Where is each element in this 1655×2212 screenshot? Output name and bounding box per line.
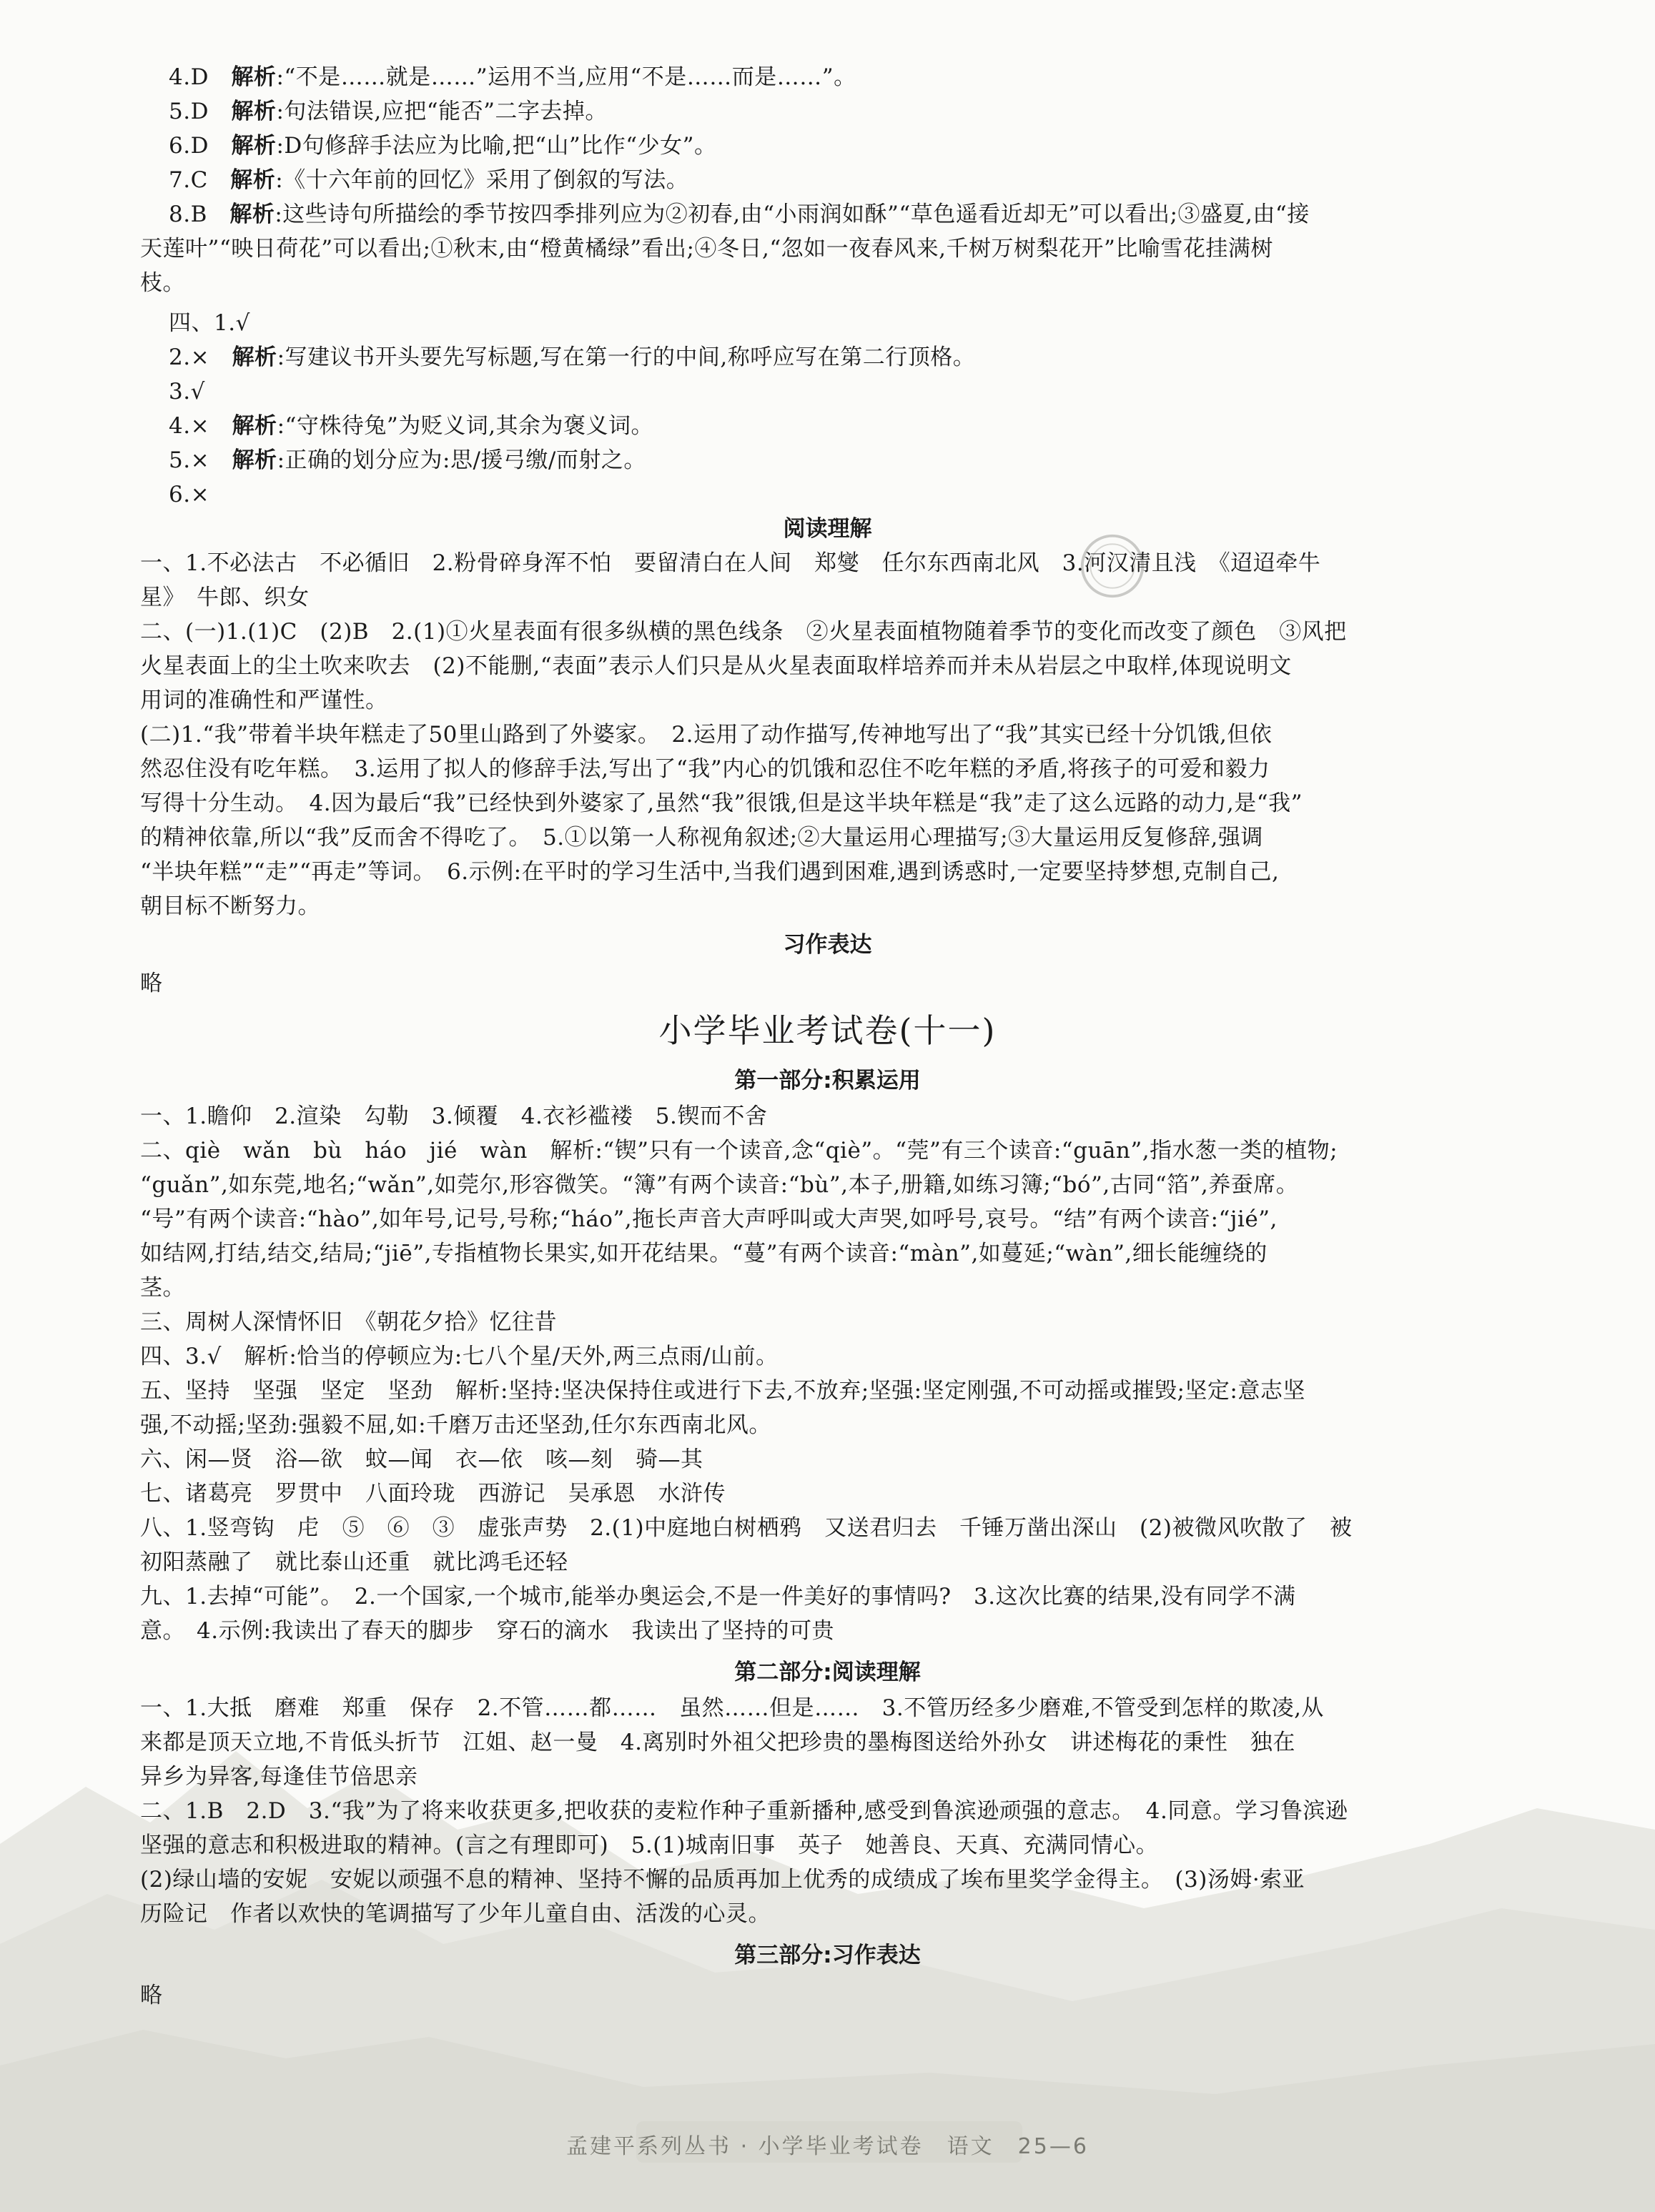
answer-line bbox=[169, 445, 1556, 476]
item-number: 4.D bbox=[169, 64, 232, 90]
answer-line: 如结网,打结,结交,结局;“jiē”,专指植物长果实,如开花结果。“蔓”有两个读音:“màn”,如蔓延;“wàn”,细长能缠绕的 bbox=[140, 1241, 1268, 1266]
analysis-keyword: 解析 bbox=[230, 167, 276, 193]
answer-line bbox=[169, 376, 1556, 407]
answer-line bbox=[169, 199, 1556, 230]
answer-line: 异乡为异客,每逢佳节倍思亲 bbox=[140, 1764, 418, 1790]
analysis-keyword: 解析 bbox=[231, 64, 277, 90]
answer-text: :D句修辞手法应为比喻,把“山”比作“少女”。 bbox=[276, 133, 717, 159]
answer-line: “半块年糕”“走”“再走”等词。 6.示例:在平时的学习生活中,当我们遇到困难,遇到诱惑时,一定要坚持梦想,克制自己, bbox=[140, 859, 1280, 885]
omit-note-1: 略 bbox=[140, 971, 163, 996]
answer-line: 的精神依靠,所以“我”反而舍不得吃了。 5.①以第一人称视角叙述;②大量运用心理描写;③大量运用反复修辞,强调 bbox=[140, 825, 1263, 850]
answer-line: 二、(一)1.(1)C (2)B 2.(1)①火星表面有很多纵横的黑色线条 ②火星表面植物随着季节的变化而改变了颜色 ③风把 bbox=[140, 619, 1347, 645]
analysis-keyword: 解析 bbox=[229, 202, 275, 227]
item-number: 8.B bbox=[169, 202, 230, 227]
analysis-keyword: 解析 bbox=[231, 133, 277, 159]
answer-line: 坚强的意志和积极进取的精神。(言之有理即可) 5.(1)城南旧事 英子 她善良、天真、充满同情心。 bbox=[140, 1832, 1159, 1858]
item-number: 7.C bbox=[169, 167, 231, 193]
answer-line: “号”有两个读音:“hào”,如年号,记号,号称;“háo”,拖长声音大声呼叫或大声哭,如呼号,哀号。“结”有两个读音:“jié”, bbox=[140, 1206, 1278, 1232]
item-number: 3.√ bbox=[169, 379, 205, 405]
answer-line: 星》 牛郎、织女 bbox=[140, 585, 310, 610]
answer-text: :写建议书开头要先写标题,写在第一行的中间,称呼应写在第二行顶格。 bbox=[277, 344, 976, 370]
answer-line: 二、qiè wǎn bù háo jié wàn 解析:“锲”只有一个读音,念“qiè”。“莞”有三个读音:“guān”,指水葱一类的植物; bbox=[140, 1138, 1338, 1164]
item-number: 4.× bbox=[169, 413, 232, 439]
item-number: 6.D bbox=[169, 133, 232, 159]
answer-line bbox=[169, 307, 1556, 339]
answer-line bbox=[169, 130, 1556, 162]
answer-line bbox=[169, 164, 1556, 196]
item-number: 四、1.√ bbox=[169, 310, 250, 336]
answer-text: :《十六年前的回忆》采用了倒叙的写法。 bbox=[275, 167, 689, 193]
answer-text: :句法错误,应把“能否”二字去掉。 bbox=[276, 99, 608, 124]
answer-line: 五、坚持 坚强 坚定 坚劲 解析:坚持:坚决保持住或进行下去,不放弃;坚强:坚定刚强,不可动摇或摧毁;坚定:意志坚 bbox=[140, 1378, 1305, 1404]
answer-line bbox=[169, 410, 1556, 442]
answer-line bbox=[140, 267, 1527, 299]
item-number: 2.× bbox=[169, 344, 232, 370]
answer-line: (二)1.“我”带着半块年糕走了50里山路到了外婆家。 2.运用了动作描写,传神地写出了“我”其实已经十分饥饿,但依 bbox=[140, 722, 1273, 748]
heading-writing: 习作表达 bbox=[783, 932, 872, 958]
answer-line bbox=[169, 479, 1556, 510]
answer-line bbox=[169, 342, 1556, 373]
answer-line: 来都是顶天立地,不肯低头折节 江姐、赵一曼 4.离别时外祖父把珍贵的墨梅图送给外孙女 讲述梅花的秉性 独在 bbox=[140, 1730, 1295, 1755]
heading-part2: 第二部分:阅读理解 bbox=[734, 1660, 921, 1685]
answer-line: 九、1.去掉“可能”。 2.一个国家,一个城市,能举办奥运会,不是一件美好的事情吗? 3.这次比赛的结果,没有同学不满 bbox=[140, 1584, 1296, 1610]
answer-line: 火星表面上的尘土吹来吹去 (2)不能删,“表面”表示人们只是从火星表面取样培养而并未从岩层之中取样,体现说明文 bbox=[140, 653, 1292, 679]
exam-title: 小学毕业考试卷(十一) bbox=[658, 1011, 997, 1050]
heading-part1: 第一部分:积累运用 bbox=[734, 1068, 921, 1093]
answer-line: 七、诸葛亮 罗贯中 八面玲珑 西游记 吴承恩 水浒传 bbox=[140, 1481, 726, 1507]
answer-line: 历险记 作者以欢快的笔调描写了少年儿童自由、活泼的心灵。 bbox=[140, 1901, 771, 1927]
answer-line: 初阳蒸融了 就比泰山还重 就比鸿毛还轻 bbox=[140, 1549, 568, 1575]
answer-line: 然忍住没有吃年糕。 3.运用了拟人的修辞手法,写出了“我”内心的饥饿和忍住不吃年糕的矛盾,将孩子的可爱和毅力 bbox=[140, 756, 1270, 782]
item-number: 5.× bbox=[169, 447, 232, 473]
answer-line: 写得十分生动。 4.因为最后“我”已经快到外婆家了,虽然“我”很饿,但是这半块年糕是“我”走了这么远路的动力,是“我” bbox=[140, 790, 1303, 816]
analysis-keyword: 解析 bbox=[231, 99, 277, 124]
heading-reading: 阅读理解 bbox=[783, 516, 872, 542]
answer-line: 朝目标不断努力。 bbox=[140, 893, 320, 919]
answer-line: 强,不动摇;坚劲:强毅不屈,如:千磨万击还坚劲,任尔东西南北风。 bbox=[140, 1412, 771, 1438]
answer-text: 天莲叶”“映日荷花”可以看出;①秋末,由“橙黄橘绿”看出;④冬日,“忽如一夜春风来,千树万树梨花开”比喻雪花挂满树 bbox=[140, 236, 1273, 262]
answer-line: 四、3.√ 解析:恰当的停顿应为:七八个星/天外,两三点雨/山前。 bbox=[140, 1344, 779, 1369]
answer-line bbox=[169, 61, 1556, 93]
footer-text: 孟建平系列丛书 · 小学毕业考试卷 语文 25—6 bbox=[566, 2134, 1089, 2159]
answer-line: 一、1.瞻仰 2.渲染 勾勒 3.倾覆 4.衣衫褴褛 5.锲而不舍 bbox=[140, 1103, 768, 1129]
answer-text: :“不是……就是……”运用不当,应用“不是……而是……”。 bbox=[276, 64, 856, 90]
answer-text: 枝。 bbox=[140, 270, 185, 296]
answer-line bbox=[140, 233, 1527, 264]
analysis-keyword: 解析 bbox=[232, 413, 277, 439]
answer-text: :正确的划分应为:思/援弓缴/而射之。 bbox=[277, 447, 646, 473]
answer-line: “guǎn”,如东莞,地名;“wǎn”,如莞尔,形容微笑。“簿”有两个读音:“bù”,本子,册籍,如练习簿;“bó”,古同“箔”,养蚕席。 bbox=[140, 1172, 1299, 1198]
answer-line: 意。 4.示例:我读出了春天的脚步 穿石的滴水 我读出了坚持的可贵 bbox=[140, 1618, 835, 1644]
answer-line: 六、闲—贤 浴—欲 蚊—闻 衣—依 咳—刻 骑—其 bbox=[140, 1447, 703, 1472]
heading-part3: 第三部分:习作表达 bbox=[734, 1943, 921, 1968]
answer-line: 用词的准确性和严谨性。 bbox=[140, 688, 388, 713]
omit-note-2: 略 bbox=[140, 1983, 163, 2008]
analysis-keyword: 解析 bbox=[232, 447, 277, 473]
answer-line: 八、1.竖弯钩 虍 ⑤ ⑥ ③ 虚张声势 2.(1)中庭地白树栖鸦 又送君归去 千锤万凿出深山 (2)被微风吹散了 被 bbox=[140, 1515, 1353, 1541]
item-number: 6.× bbox=[169, 482, 210, 507]
answer-line bbox=[169, 96, 1556, 127]
answer-line: 茎。 bbox=[140, 1275, 185, 1301]
answer-line: 一、1.大抵 磨难 郑重 保存 2.不管……都…… 虽然……但是…… 3.不管历经多少磨难,不管受到怎样的欺凌,从 bbox=[140, 1695, 1324, 1721]
answer-line: 三、周树人深情怀旧 《朝花夕拾》忆往昔 bbox=[140, 1309, 557, 1335]
answer-text: :“守株待兔”为贬义词,其余为褒义词。 bbox=[277, 413, 654, 439]
item-number: 5.D bbox=[169, 99, 232, 124]
answer-line: 一、1.不必法古 不必循旧 2.粉骨碎身浑不怕 要留清白在人间 郑燮 任尔东西南北风 3.河汉清且浅 《迢迢牵牛 bbox=[140, 550, 1321, 576]
answer-text: :这些诗句所描绘的季节按四季排列应为②初春,由“小雨润如酥”“草色遥看近却无”可以看出;③盛夏,由“接 bbox=[275, 202, 1310, 227]
analysis-keyword: 解析 bbox=[232, 344, 277, 370]
answer-line: 二、1.B 2.D 3.“我”为了将来收获更多,把收获的麦粒作种子重新播种,感受到鲁滨逊顽强的意志。 4.同意。学习鲁滨逊 bbox=[140, 1798, 1348, 1824]
answer-line: (2)绿山墙的安妮 安妮以顽强不息的精神、坚持不懈的品质再加上优秀的成绩成了埃布里奖学金得主。 (3)汤姆·索亚 bbox=[140, 1867, 1305, 1893]
